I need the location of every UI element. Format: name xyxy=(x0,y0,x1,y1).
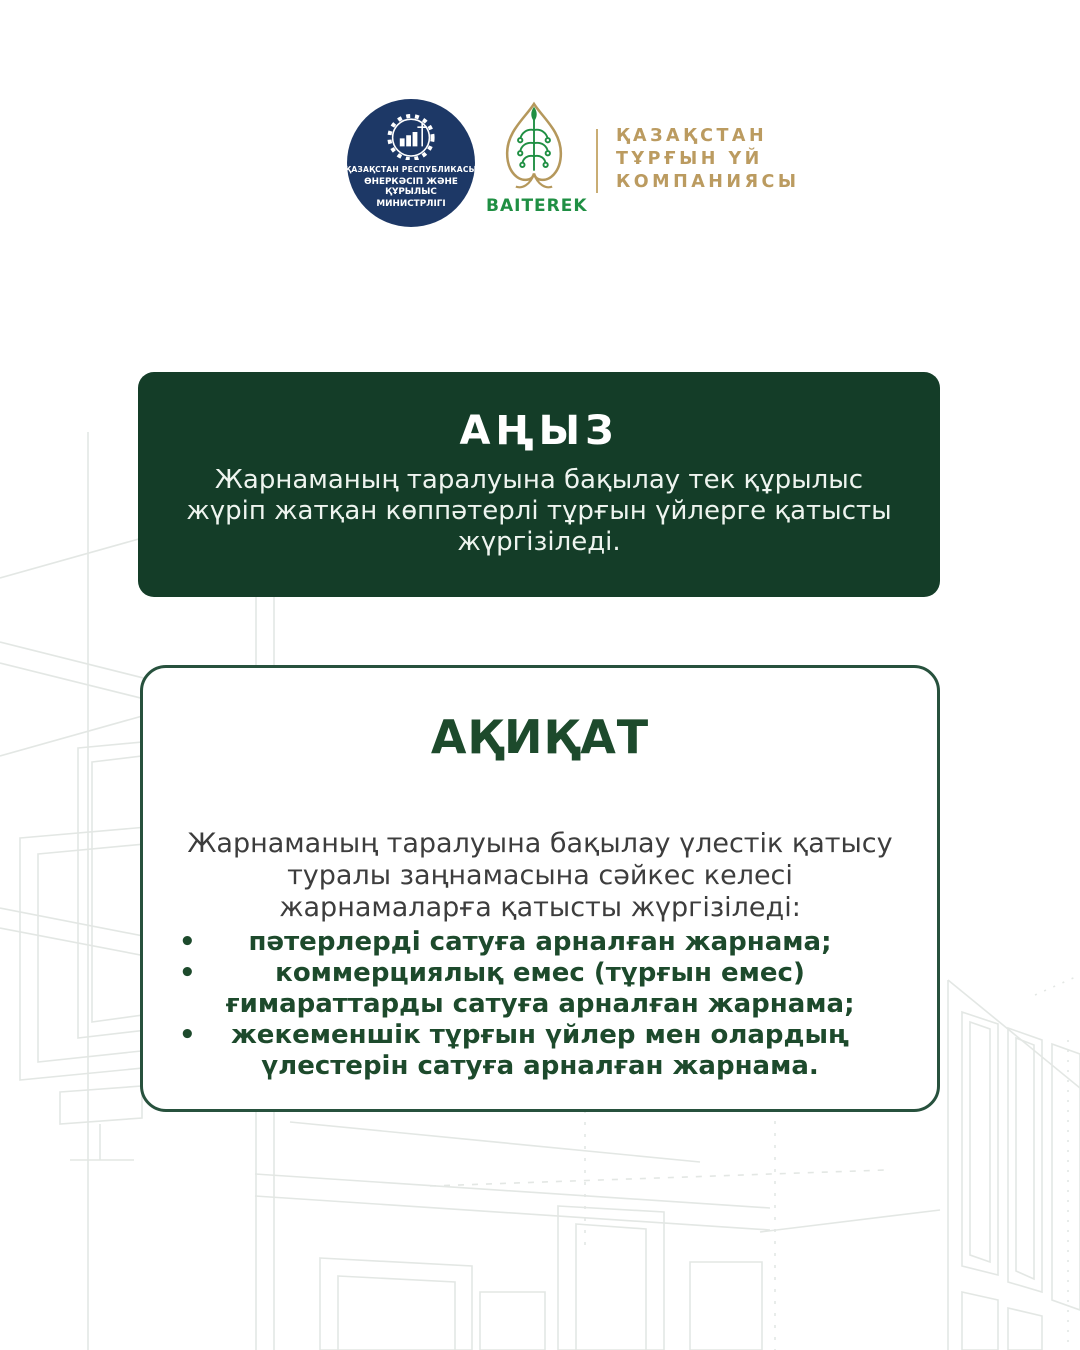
logo-divider xyxy=(596,129,598,193)
baiterek-logo xyxy=(486,101,588,216)
truth-intro-line: туралы заңнамасына сәйкес келесі xyxy=(287,860,793,891)
baiterek-wordmark: BAITEREK xyxy=(486,196,588,216)
myth-body-line: Жарнаманың таралуына бақылау тек құрылыс xyxy=(214,465,864,495)
ministry-name-line: ӨНЕРКӘСІП ЖӘНЕ ҚҰРЫЛЫС xyxy=(364,177,458,197)
truth-card xyxy=(140,665,940,1112)
truth-bullet-item xyxy=(143,1020,937,1082)
myth-body xyxy=(138,465,940,558)
truth-intro-line: жарнамаларға қатысты жүргізіледі: xyxy=(279,892,801,923)
bullet-dot: • xyxy=(179,1020,196,1050)
company-wordmark xyxy=(616,125,800,194)
truth-bullet-item xyxy=(143,927,937,958)
truth-title: АҚИҚАТ xyxy=(430,710,650,764)
ministry-name-line: МИНИСТРЛІГІ xyxy=(376,199,446,209)
myth-title: АҢЫЗ xyxy=(459,408,619,454)
baiterek-tree-icon xyxy=(489,101,579,191)
company-name-line: ТҰРҒЫН ҮЙ xyxy=(616,149,763,169)
myth-body-line: жүріп жатқан көппәтерлі тұрғын үйлерге қатысты xyxy=(186,496,892,526)
truth-bullet-line: жекеменшік тұрғын үйлер мен олардың xyxy=(230,1020,850,1050)
truth-bullet-line: пәтерлерді сатуға арналған жарнама; xyxy=(248,927,832,957)
bullet-dot: • xyxy=(179,927,196,957)
gear-factory-icon xyxy=(378,112,444,160)
ministry-name-line: ҚАЗАҚСТАН РЕСПУБЛИКАСЫ xyxy=(345,165,477,174)
truth-bullet-line: коммерциялық емес (тұрғын емес) xyxy=(275,958,805,988)
myth-body-line: жүргізіледі. xyxy=(457,527,621,557)
truth-intro xyxy=(143,828,937,924)
truth-bullet-line: ғимараттарды сатуға арналған жарнама; xyxy=(225,989,855,1019)
truth-intro-line: Жарнаманың таралуына бақылау үлестік қатысу xyxy=(187,828,893,859)
myth-card xyxy=(138,372,940,597)
company-name-line: ҚАЗАҚСТАН xyxy=(616,126,768,146)
truth-bullet-item xyxy=(143,958,937,1020)
truth-bullet-line: үлестерін сатуға арналған жарнама. xyxy=(261,1051,819,1081)
ministry-logo xyxy=(347,99,475,227)
company-name-line: КОМПАНИЯСЫ xyxy=(616,172,800,192)
bullet-dot: • xyxy=(179,958,196,988)
truth-bullet-list xyxy=(143,927,937,1082)
